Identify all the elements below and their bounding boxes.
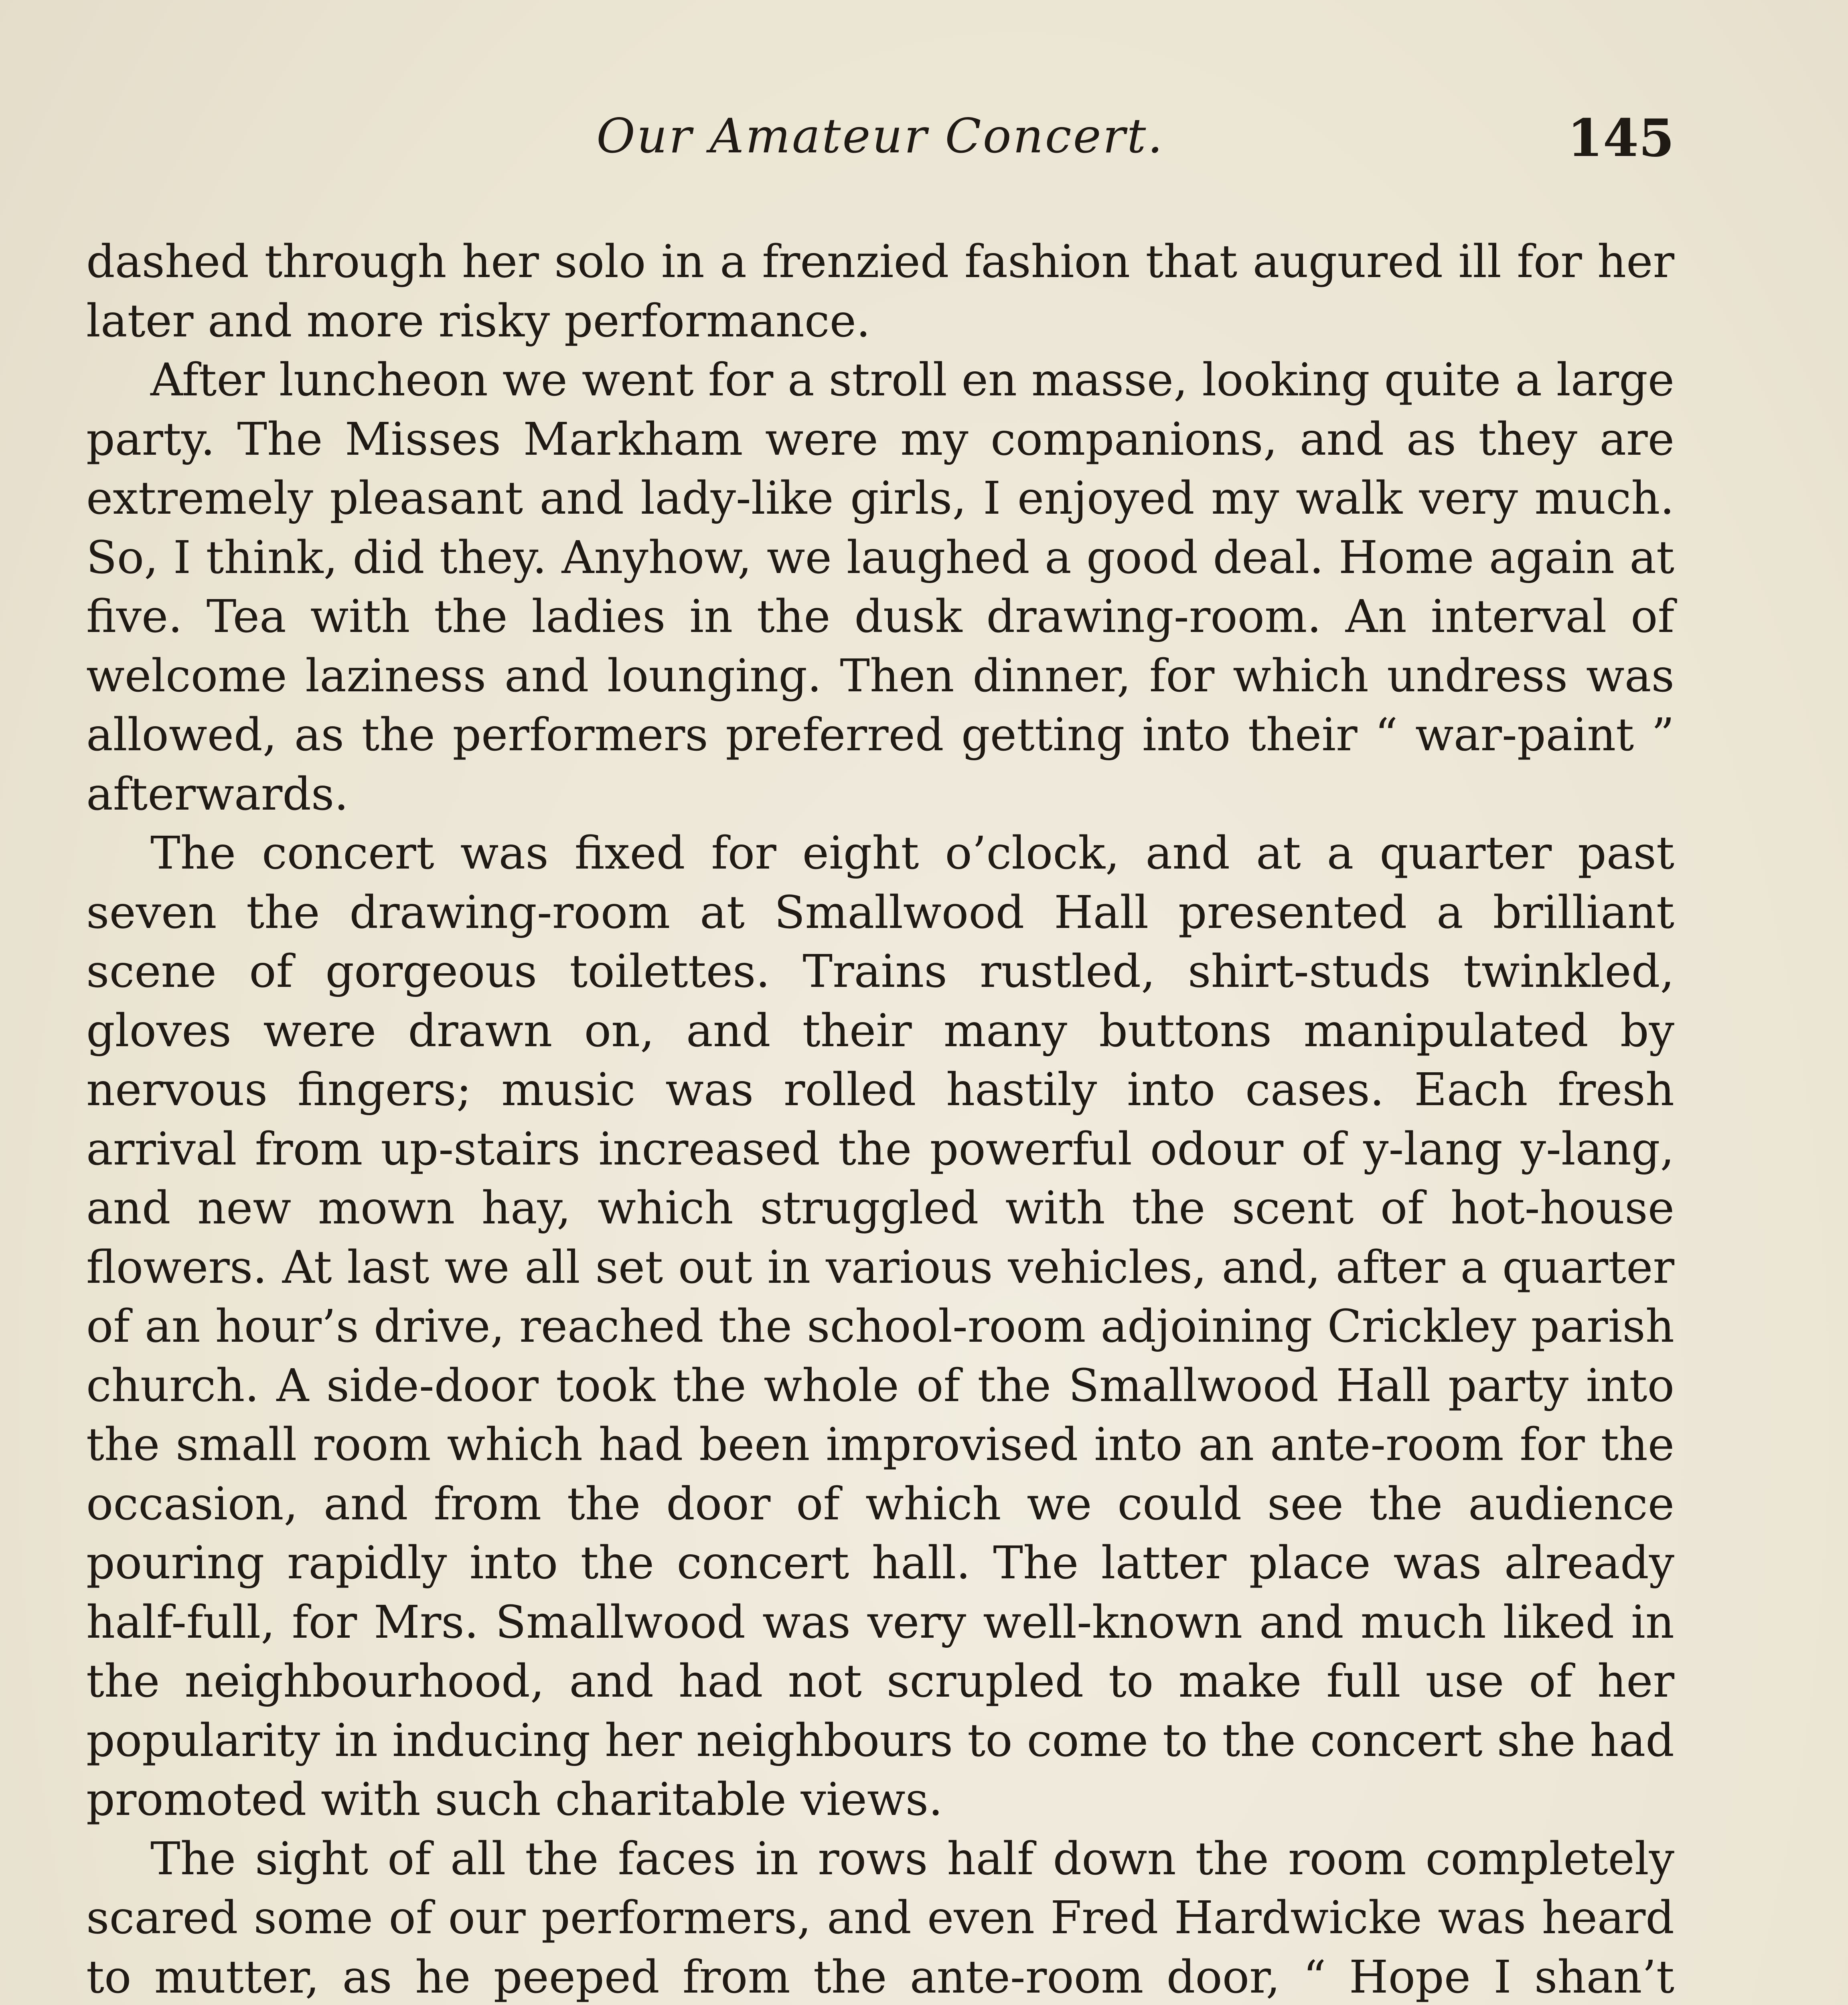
page-header	[86, 108, 1674, 180]
paragraph: The sight of all the faces in rows half down the room completely scared some of our performers, and even Fred Hardwicke was heard to mutter, as he peeped from the ante-room door, “ Hope I shan’t	[86, 1833, 1674, 2003]
page-number: 145	[1567, 108, 1674, 168]
paragraph: The concert was fixed for eight o’clock, and at a quarter past seven the drawing-room at Smallwood Hall presented a brilliant scene of gorgeous toilettes. Trains rustled, shirt-studs twinkled, gloves were drawn on, and their many buttons manipulated by nervous fingers; music was rolled hastily into cases. Each fresh arrival from up-stairs increased the powerful odour of y-lang y-lang, and new mown hay, which struggled with the scent of hot-house flowers. At last we all set out in various vehicles, and, after a quarter of an hour’s drive, reached the school-room adjoining Crickley parish church. A side-door took the whole of the Smallwood Hall party into the small room which had been improvised into an ante-room for the occasion, and from the door of which we could see the audience pouring rapidly into the concert hall. The latter place was already half-full, for Mrs. Smallwood was very well-known and much liked in the neighbourhood, and had not scrupled to make full use of her popularity in inducing her neighbours to come to the concert she had promoted with such charitable views.	[86, 827, 1674, 1826]
paragraph: dashed through her solo in a frenzied fashion that augured ill for her later and more risky performance.	[86, 236, 1674, 347]
running-title: Our Amateur Concert.	[596, 108, 1164, 164]
text-body	[86, 233, 1674, 2005]
paragraph: After luncheon we went for a stroll en masse, looking quite a large party. The Misses Markham were my companions, and as they are extremely pleasant and lady-like girls, I enjoyed my walk very much. So, I think, did they. Anyhow, we laughed a good deal. Home again at five. Tea with the ladies in the dusk drawing-room. An interval of welcome laziness and lounging. Then dinner, for which undress was allowed, as the performers preferred getting into their “ war-paint ” afterwards.	[86, 354, 1674, 820]
